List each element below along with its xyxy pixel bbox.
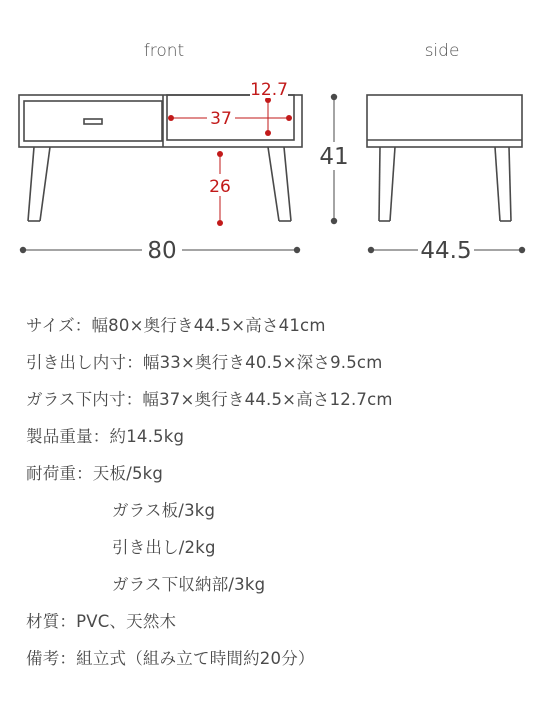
glass-height-value: 12.7 xyxy=(250,80,288,100)
spec-list xyxy=(26,312,526,682)
spec-glass-inner: ガラス下内寸：幅37×奥行き44.5×高さ12.7cm xyxy=(26,390,393,409)
width-dimension xyxy=(20,236,300,264)
side-leg-right-outer xyxy=(495,147,500,221)
glass-height-dot-bottom xyxy=(265,130,271,136)
width-dim-dot-right xyxy=(294,247,300,253)
side-leg-right-inner xyxy=(509,147,511,221)
depth-dim-dot-right xyxy=(519,247,525,253)
height-value: 41 xyxy=(319,144,349,170)
drawer-front xyxy=(24,101,162,141)
glass-width-value: 37 xyxy=(210,109,232,129)
front-view-label: front xyxy=(143,41,185,61)
spec-load-glass-storage: ガラス下収納部/3kg xyxy=(112,575,266,594)
width-dim-dot-left xyxy=(20,247,26,253)
front-leg-right-inner xyxy=(284,147,291,221)
depth-value: 44.5 xyxy=(420,238,472,264)
leg-height-dot-top xyxy=(217,151,223,157)
spec-load-top: 耐荷重：天板/5kg xyxy=(26,464,164,483)
height-dimension xyxy=(317,94,351,224)
front-leg-left-outer xyxy=(28,147,34,221)
glass-width-dot-right xyxy=(286,115,292,121)
spec-drawer-inner: 引き出し内寸：幅33×奥行き40.5×深さ9.5cm xyxy=(26,353,383,372)
spec-size: サイズ：幅80×奥行き44.5×高さ41cm xyxy=(26,316,326,335)
side-leg-left-inner xyxy=(390,147,395,221)
height-dim-dot-bottom xyxy=(331,218,337,224)
front-view xyxy=(19,95,302,221)
depth-dim-dot-left xyxy=(368,247,374,253)
front-leg-left-inner xyxy=(40,147,50,221)
spec-weight: 製品重量：約14.5kg xyxy=(26,427,185,446)
furniture-dimension-diagram xyxy=(0,0,544,300)
front-leg-right-outer xyxy=(268,147,279,221)
side-leg-left-outer xyxy=(379,147,380,221)
spec-load-drawer: 引き出し/2kg xyxy=(112,538,216,557)
height-dim-dot-top xyxy=(331,94,337,100)
leg-height-dot-bottom xyxy=(217,220,223,226)
glass-width-dot-left xyxy=(168,115,174,121)
width-value: 80 xyxy=(147,238,177,264)
side-view-label: side xyxy=(424,41,460,61)
leg-height-dimension xyxy=(206,151,234,226)
spec-load-glass: ガラス板/3kg xyxy=(112,501,216,520)
spec-material: 材質：PVC、天然木 xyxy=(26,612,177,631)
spec-notes: 備考：組立式（組み立て時間約20分） xyxy=(26,649,315,668)
depth-dimension xyxy=(368,236,525,264)
leg-height-value: 26 xyxy=(209,177,231,197)
side-view xyxy=(367,95,522,221)
